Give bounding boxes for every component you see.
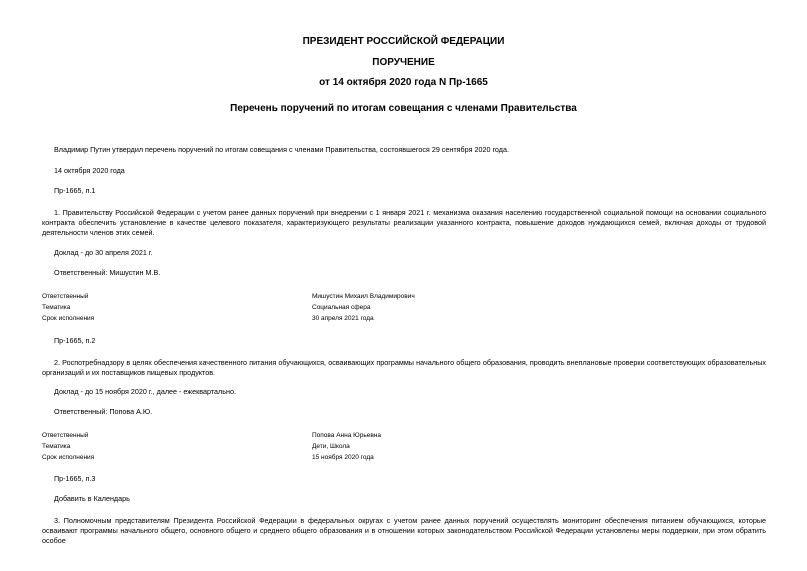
item-ref: Пр-1665, п.3 <box>54 474 96 483</box>
meta-value: 30 апреля 2021 года <box>312 315 374 322</box>
item-deadline: Доклад - до 15 ноября 2020 г., далее - ежеквартально. <box>54 387 236 396</box>
meta-label: Ответственный <box>42 432 89 439</box>
document-date-number: от 14 октября 2020 года N Пр-1665 <box>319 77 488 88</box>
item-responsible: Ответственный: Мишустин М.В. <box>54 268 161 277</box>
document-type-heading: ПОРУЧЕНИЕ <box>372 57 435 68</box>
item-deadline: Доклад - до 30 апреля 2021 г. <box>54 248 153 257</box>
meta-label: Ответственный <box>42 293 89 300</box>
document-title: Перечень поручений по итогам совещания с членами Правительства <box>230 103 577 114</box>
intro-text: Владимир Путин утвердил перечень поручений по итогам совещания с членами Правительства, состоявшегося 29 сентября 2020 года. <box>54 145 509 154</box>
meta-label: Тематика <box>42 304 71 311</box>
item-text: 1. Правительству Российской Федерации с учетом ранее данных поручений при внедрении с 1 января 2021 г. механизма оказания населению государственной социальной помощи на основании социального контракта обеспечить установление в качестве целевого показателя, характеризующего результаты реализации указанного контракта, повышение доходов нуждающихся семей, включая доходы от трудовой деятельности членов этих семей. <box>42 208 766 237</box>
meta-value: Социальная сфера <box>312 304 371 311</box>
meta-label: Тематика <box>42 443 71 450</box>
meta-label: Срок исполнения <box>42 454 95 461</box>
add-to-calendar-link[interactable]: Добавить в Календарь <box>54 494 130 503</box>
issuer-heading: ПРЕЗИДЕНТ РОССИЙСКОЙ ФЕДЕРАЦИИ <box>302 36 505 47</box>
document-date: 14 октября 2020 года <box>54 166 125 175</box>
meta-value: Дети, Школа <box>312 443 350 450</box>
item-ref: Пр-1665, п.1 <box>54 186 96 195</box>
item-text: 3. Полномочным представителям Президента Российской Федерации в федеральных округах с учетом ранее данных поручений осуществлять мониторинг обеспечения питанием обучающихся, которые осваивают программы начального общего, основного общего и среднего общего образования и в отношении которых законодательством Российской Федерации установлены меры поддержки, при этом обратить особое <box>42 516 766 545</box>
meta-label: Срок исполнения <box>42 315 95 322</box>
meta-value: Попова Анна Юрьевна <box>312 432 381 439</box>
meta-value: Мишустин Михаил Владимирович <box>312 293 415 300</box>
item-text: 2. Роспотребнадзору в целях обеспечения качественного питания обучающихся, осваивающих программы начального общего образования, проводить внеплановые проверки соответствующих образовательных организаций и их поставщиков пищевых продуктов. <box>42 358 766 377</box>
item-ref: Пр-1665, п.2 <box>54 336 96 345</box>
item-responsible: Ответственный: Попова А.Ю. <box>54 407 153 416</box>
meta-value: 15 ноября 2020 года <box>312 454 374 461</box>
